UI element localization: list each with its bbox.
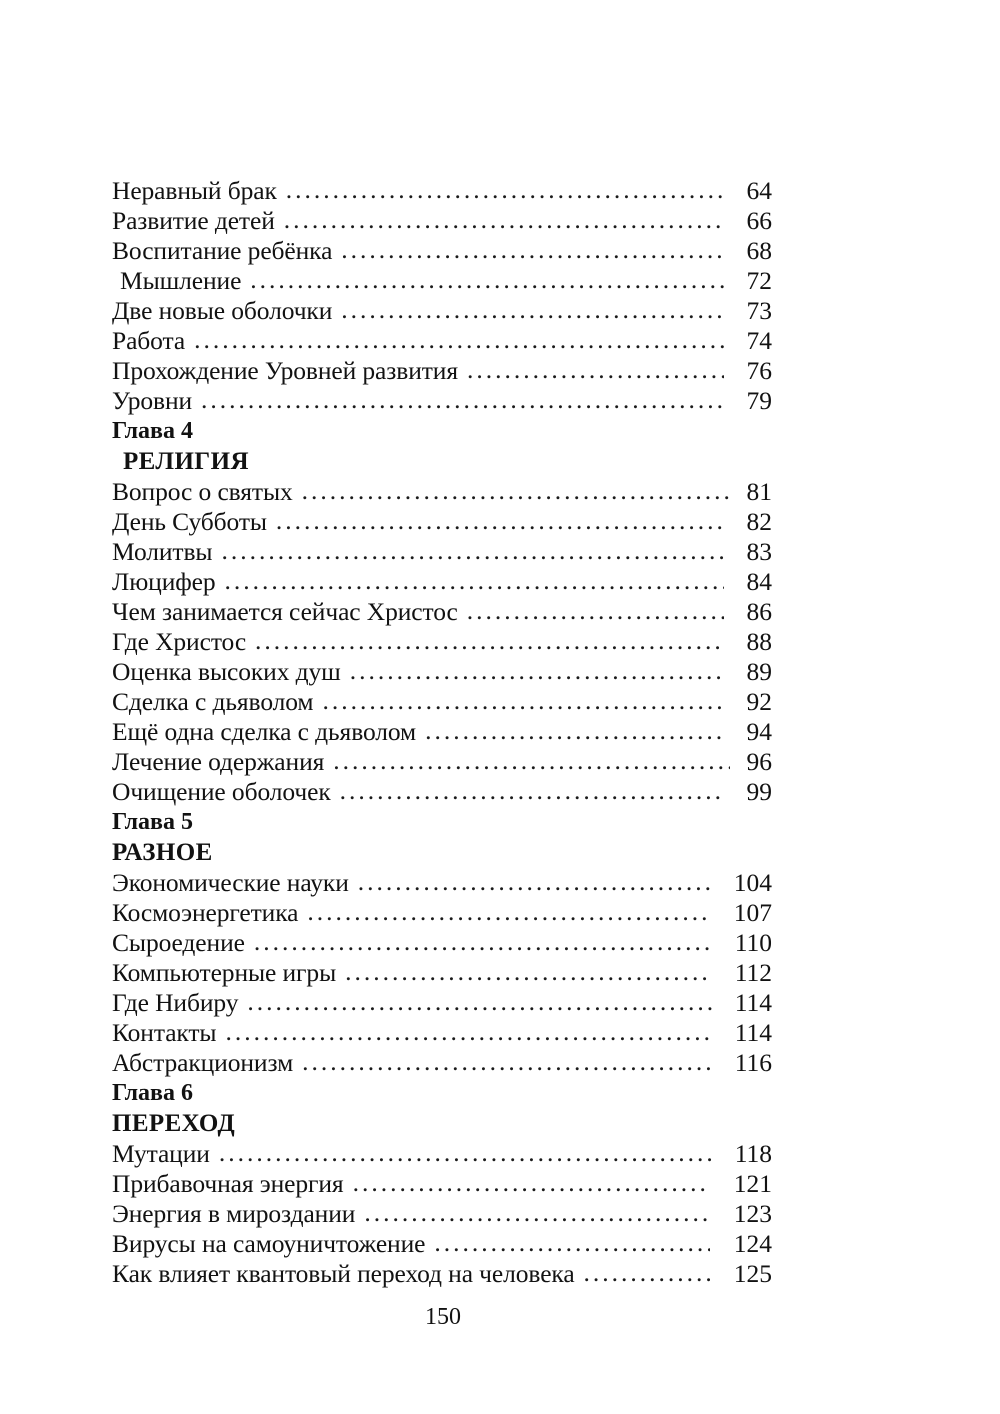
toc-entry-title: Очищение оболочек <box>112 777 331 806</box>
toc-entry-page-number: 114 <box>734 988 772 1017</box>
toc-entry-page-number: 110 <box>734 928 772 957</box>
toc-entry-title: Неравный брак <box>112 176 277 205</box>
toc-entry[interactable] <box>112 1048 772 1078</box>
toc-leader-dots <box>276 506 724 532</box>
toc-entry-page-number: 112 <box>734 958 772 987</box>
toc-entry-page-number: 118 <box>734 1139 772 1168</box>
toc-leader-dots <box>358 867 710 893</box>
toc-entry-page-number: 94 <box>746 717 772 746</box>
toc-entry[interactable] <box>112 296 772 326</box>
toc-entry-title: Молитвы <box>112 537 213 566</box>
toc-entry-page-number: 107 <box>733 898 772 927</box>
toc-entry[interactable] <box>112 176 772 206</box>
toc-leader-dots <box>467 355 724 381</box>
toc-entry[interactable] <box>112 236 772 266</box>
toc-leader-dots <box>250 265 724 291</box>
toc-entry-title: Где Христос <box>112 627 247 656</box>
toc-entry-title: Космоэнергетика <box>112 898 299 927</box>
toc-entry-title: Контакты <box>112 1018 217 1047</box>
toc-entry-title: Лечение одержания <box>112 747 325 776</box>
toc-entry-title: Люцифер <box>112 567 216 596</box>
toc-leader-dots <box>307 897 710 923</box>
toc-entry-page-number: 82 <box>746 507 772 536</box>
toc-entry[interactable] <box>112 657 772 687</box>
toc-entry-page-number: 89 <box>746 657 772 686</box>
toc-entry-title: Воспитание ребёнка <box>112 236 333 265</box>
toc-leader-dots <box>254 927 710 953</box>
toc-entry[interactable] <box>112 1018 772 1048</box>
toc-leader-dots <box>350 656 724 682</box>
toc-entry-page-number: 104 <box>733 868 772 897</box>
toc-entry-page-number: 68 <box>746 236 772 265</box>
toc-entry[interactable] <box>112 988 772 1018</box>
toc-entry-page-number: 121 <box>733 1169 772 1198</box>
toc-entry[interactable] <box>112 717 772 747</box>
toc-entry[interactable] <box>112 477 772 507</box>
toc-entry-title: Прибавочная энергия <box>112 1169 344 1198</box>
toc-entry[interactable] <box>112 928 772 958</box>
toc-entry-page-number: 64 <box>746 176 772 205</box>
toc-leader-dots <box>302 476 730 502</box>
toc-entry[interactable] <box>112 1259 772 1289</box>
toc-entry[interactable] <box>112 537 772 567</box>
toc-leader-dots <box>255 626 724 652</box>
toc-entry[interactable] <box>112 1169 772 1199</box>
toc-leader-dots <box>434 1228 710 1254</box>
toc-entry-title: Работа <box>112 326 186 355</box>
toc-leader-dots <box>201 385 724 411</box>
toc-entry-page-number: 125 <box>733 1259 772 1288</box>
chapter-label: Глава 5 <box>112 809 193 835</box>
toc-entry[interactable] <box>112 1229 772 1259</box>
chapter-title: ПЕРЕХОД <box>112 1110 236 1137</box>
toc-entry[interactable] <box>112 206 772 236</box>
toc-leader-dots <box>425 716 724 742</box>
toc-leader-dots <box>345 957 710 983</box>
folio-number: 150 <box>425 1304 461 1330</box>
toc-leader-dots <box>221 536 724 562</box>
toc-leader-dots <box>340 776 724 802</box>
toc-entry[interactable] <box>112 958 772 988</box>
toc-entry-page-number: 66 <box>746 206 772 235</box>
toc-entry-title: Где Нибиру <box>112 988 239 1017</box>
toc-entry-title: Две новые оболочки <box>112 296 333 325</box>
toc-entry-page-number: 73 <box>746 296 772 325</box>
toc-leader-dots <box>286 175 724 201</box>
toc-entry-title: Абстракционизм <box>112 1048 294 1077</box>
toc-entry[interactable] <box>112 326 772 356</box>
toc-entry-page-number: 96 <box>746 747 772 776</box>
toc-leader-dots <box>333 746 730 772</box>
toc-entry[interactable] <box>112 868 772 898</box>
toc-entry[interactable] <box>112 898 772 928</box>
toc-entry-page-number: 124 <box>733 1229 772 1258</box>
toc-entry-title: День Субботы <box>112 507 267 536</box>
toc-entry-title: Чем занимается сейчас Христос <box>112 597 458 626</box>
toc-entry-page-number: 116 <box>734 1048 772 1077</box>
toc-entry[interactable] <box>112 1199 772 1229</box>
toc-entry-title: Мышление <box>120 266 242 295</box>
toc-entry-title: Как влияет квантовый переход на человека <box>112 1259 575 1288</box>
toc-entry-list <box>112 176 772 1289</box>
toc-leader-dots <box>247 987 716 1013</box>
toc-entry-page-number: 84 <box>746 567 772 596</box>
toc-entry-title: Развитие детей <box>112 206 275 235</box>
toc-entry-title: Мутации <box>112 1139 210 1168</box>
toc-entry-page-number: 88 <box>746 627 772 656</box>
toc-leader-dots <box>225 566 724 592</box>
toc-entry[interactable] <box>112 356 772 386</box>
toc-leader-dots <box>353 1168 710 1194</box>
toc-leader-dots <box>225 1017 710 1043</box>
toc-entry-page-number: 81 <box>746 477 772 506</box>
toc-entry[interactable] <box>112 777 772 807</box>
toc-entry[interactable] <box>112 597 772 627</box>
toc-leader-dots <box>194 325 724 351</box>
toc-leader-dots <box>584 1258 710 1284</box>
toc-entry-title: Экономические науки <box>112 868 349 897</box>
toc-entry[interactable] <box>112 266 772 296</box>
toc-entry-title: Прохождение Уровней развития <box>112 356 458 385</box>
chapter-title: РЕЛИГИЯ <box>123 448 249 475</box>
toc-entry-title: Сделка с дьяволом <box>112 687 314 716</box>
toc-leader-dots <box>341 295 724 321</box>
chapter-label: Глава 4 <box>112 418 193 444</box>
toc-entry[interactable] <box>112 687 772 717</box>
toc-leader-dots <box>341 235 724 261</box>
toc-entry-title: Уровни <box>112 386 193 415</box>
toc-leader-dots <box>364 1198 710 1224</box>
toc-entry-title: Вирусы на самоуничтожение <box>112 1229 426 1258</box>
page-folio <box>0 1303 1000 1331</box>
toc-entry-title: Ещё одна сделка с дьяволом <box>112 717 417 746</box>
chapter-title: РАЗНОЕ <box>112 839 213 866</box>
toc-leader-dots <box>322 686 724 712</box>
toc-leader-dots <box>219 1138 716 1164</box>
toc-leader-dots <box>302 1047 710 1073</box>
toc-entry-page-number: 114 <box>734 1018 772 1047</box>
toc-entry[interactable] <box>112 386 772 416</box>
chapter-label: Глава 6 <box>112 1080 193 1106</box>
toc-leader-dots <box>467 596 724 622</box>
toc-entry-title: Компьютерные игры <box>112 958 337 987</box>
toc-entry-page-number: 99 <box>746 777 772 806</box>
toc-entry-page-number: 83 <box>746 537 772 566</box>
toc-entry[interactable] <box>112 567 772 597</box>
toc-entry-page-number: 86 <box>746 597 772 626</box>
toc-entry[interactable] <box>112 627 772 657</box>
toc-entry[interactable] <box>112 1139 772 1169</box>
toc-entry-title: Оценка высоких душ <box>112 657 341 686</box>
toc-entry-page-number: 72 <box>746 266 772 295</box>
toc-entry-title: Вопрос о святых <box>112 477 293 506</box>
toc-entry-title: Сыроедение <box>112 928 245 957</box>
toc-entry-page-number: 76 <box>746 356 772 385</box>
toc-leader-dots <box>284 205 724 231</box>
toc-entry-page-number: 74 <box>746 326 772 355</box>
toc-entry[interactable] <box>112 747 772 777</box>
toc-entry-page-number: 92 <box>746 687 772 716</box>
toc-entry-title: Энергия в мироздании <box>112 1199 356 1228</box>
toc-entry-page-number: 79 <box>746 386 772 415</box>
toc-entry-page-number: 123 <box>733 1199 772 1228</box>
toc-entry[interactable] <box>112 507 772 537</box>
